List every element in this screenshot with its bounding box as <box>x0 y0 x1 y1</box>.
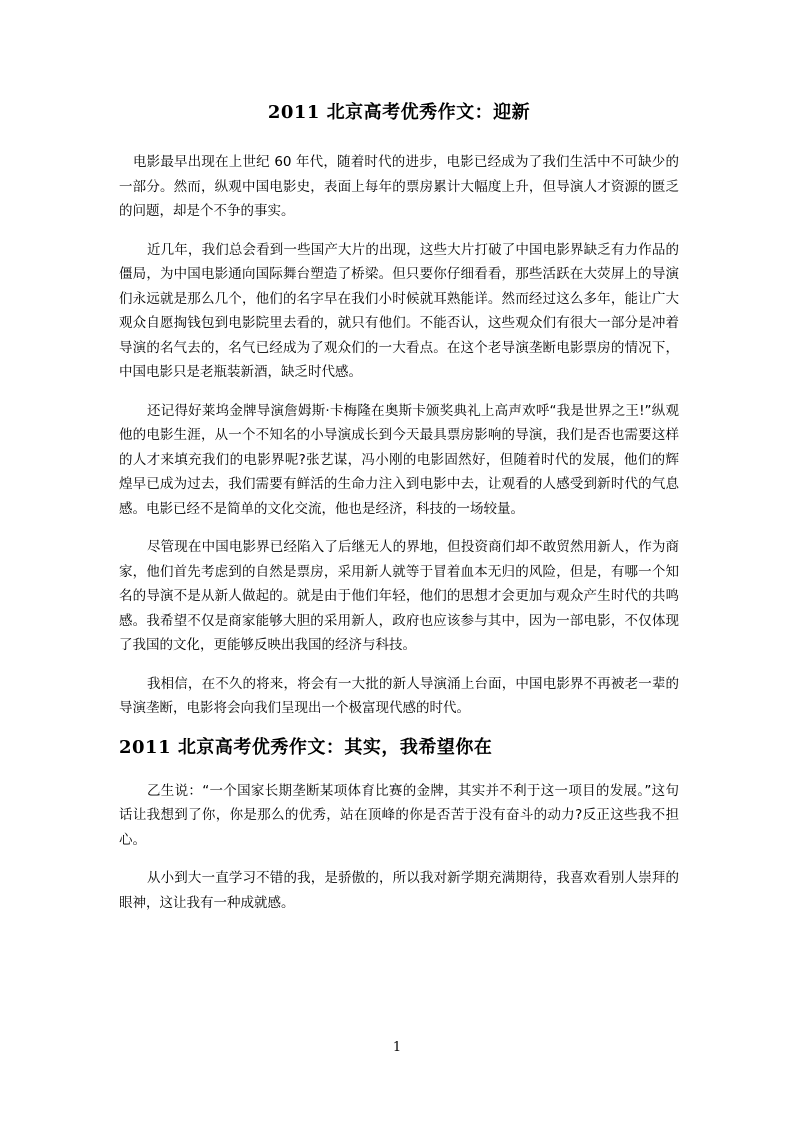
document-body <box>119 100 679 929</box>
page-number: 1 <box>392 1040 402 1055</box>
essay-title-1: 2011 北京高考优秀作文：迎新 <box>267 102 531 123</box>
essay-2-paragraph-2: 从小到大一直学习不错的我，是骄傲的，所以我对新学期充满期待，我喜欢看别人崇拜的眼神，这让我有一种成就感。 <box>119 870 679 911</box>
essay-1-paragraph-4: 尽管现在中国电影界已经陷入了后继无人的界地，但投资商们却不敢贸然用新人，作为商家，他们首先考虑到的自然是票房，采用新人就等于冒着血本无归的风险，但是，有哪一个知名的导演不是从新人做起的。就是由于他们年轻，他们的思想才会更加与观众产生时代的共鸣感。我希望不仅是商家能够大胆的采用新人，政府也应该参与其中，因为一部电影，不仅体现了我国的文化，更能够反映出我国的经济与科技。 <box>119 539 679 653</box>
essay-1-paragraph-5: 我相信，在不久的将来，将会有一大批的新人导演涌上台面，中国电影界不再被老一辈的导演垄断，电影将会向我们呈现出一个极富现代感的时代。 <box>119 675 679 716</box>
essay-2-paragraph-1: 乙生说：“一个国家长期垄断某项体育比赛的金牌，其实并不利于这一项目的发展。”这句话让我想到了你，你是那么的优秀，站在顶峰的你是否苦于没有奋斗的动力?反正这些我不担心。 <box>119 782 679 848</box>
essay-1-paragraph-1: 电影最早出现在上世纪 60 年代，随着时代的进步，电影已经成为了我们生活中不可缺少的一部分。然而，纵观中国电影史，表面上每年的票房累计大幅度上升，但导演人才资源的匮乏的问题，却是个不争的事实。 <box>119 154 679 219</box>
essay-1-paragraph-3: 还记得好莱坞金牌导演詹姆斯·卡梅隆在奥斯卡颁奖典礼上高声欢呼“我是世界之王!”纵观他的电影生涯，从一个不知名的小导演成长到今天最具票房影响的导演，我们是否也需要这样的人才来填充我们的电影界呢?张艺谋，冯小刚的电影固然好，但随着时代的发展，他们的辉煌早已成为过去，我们需要有鲜活的生命力注入到电影中去，让观看的人感受到新时代的气息感。电影已经不是简单的文化交流，他也是经济，科技的一场较量。 <box>119 402 679 517</box>
essay-title-2: 2011 北京高考优秀作文：其实，我希望你在 <box>119 736 493 758</box>
essay-1-paragraph-2: 近几年，我们总会看到一些国产大片的出现，这些大片打破了中国电影界缺乏有力作品的僵局，为中国电影通向国际舞台塑造了桥梁。但只要你仔细看看，那些活跃在大荧屏上的导演们永远就是那么几个，他们的名字早在我们小时候就耳熟能详。然而经过这么多年，能让广大观众自愿掏钱包到电影院里去看的，就只有他们。不能否认，这些观众们有很大一部分是冲着导演的名气去的，名气已经成为了观众们的一大看点。在这个老导演垄断电影票房的情况下，中国电影只是老瓶装新酒，缺乏时代感。 <box>119 241 679 380</box>
